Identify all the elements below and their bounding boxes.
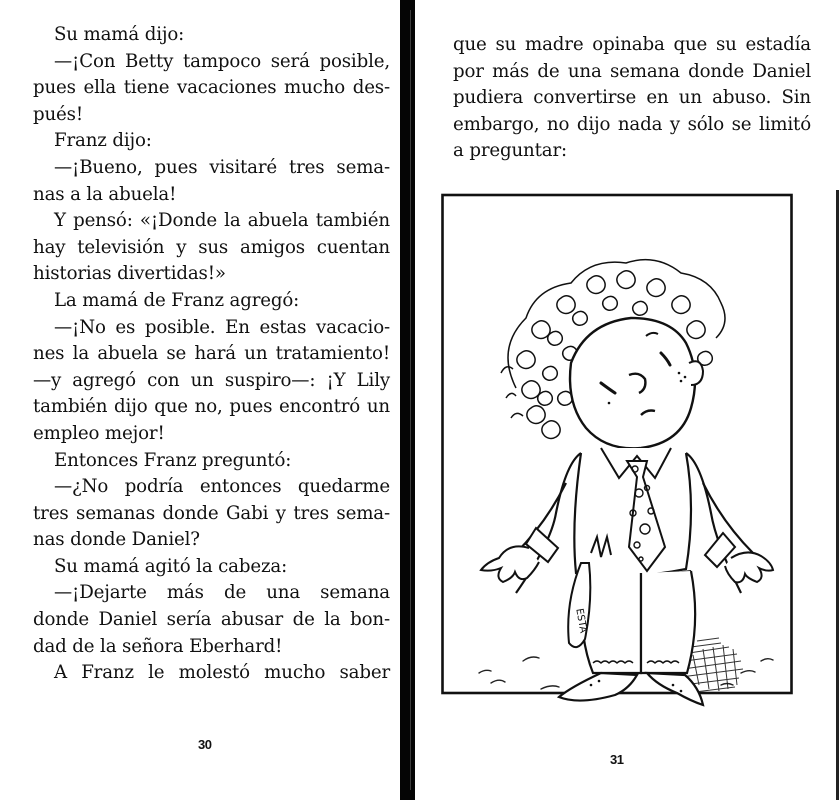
page-number-left: 30 bbox=[198, 737, 212, 752]
text-line: que su madre opinaba que su estadía bbox=[453, 34, 811, 55]
text-line: —y agregó con un suspiro—: ¡Y Lily bbox=[33, 369, 390, 391]
text-line: Su mamá agitó la cabeza: bbox=[54, 555, 288, 577]
text-line: La mamá de Franz agregó: bbox=[54, 289, 300, 311]
left-page bbox=[0, 0, 400, 800]
text-line: —¡Bueno, pues visitaré tres sema- bbox=[54, 156, 390, 178]
svg-text:ESTA: ESTA bbox=[573, 607, 589, 635]
text-line: donde Daniel sería abusar de la bon- bbox=[33, 609, 390, 631]
text-line: —¡Con Betty tampoco será posible, bbox=[54, 50, 390, 72]
text-line: historias divertidas!» bbox=[33, 263, 226, 285]
right-page-text bbox=[453, 32, 811, 165]
text-line: empleo mejor! bbox=[33, 422, 165, 444]
gutter-streak bbox=[410, 10, 411, 790]
text-line: —¿No podría entonces quedarme bbox=[54, 476, 390, 498]
text-line: nas a la abuela! bbox=[33, 183, 177, 205]
text-line: Entonces Franz preguntó: bbox=[54, 449, 292, 471]
text-line: también dijo que no, pues encontró un bbox=[33, 396, 390, 418]
text-line: Su mamá dijo: bbox=[54, 24, 185, 45]
book-gutter bbox=[400, 0, 415, 800]
text-line: hay televisión y sus amigos cuentan bbox=[33, 236, 390, 258]
text-line: Franz dijo: bbox=[54, 130, 152, 152]
left-page-text bbox=[33, 22, 390, 687]
text-line: —¡Dejarte más de una semana bbox=[54, 582, 390, 604]
text-line: pues ella tiene vacaciones mucho des- bbox=[33, 77, 390, 99]
text-line: nes la abuela se hará un tratamiento! bbox=[33, 343, 390, 365]
right-page bbox=[415, 0, 839, 800]
text-line: —¡No es posible. En estas vacacio- bbox=[54, 316, 390, 338]
text-line: dad de la señora Eberhard! bbox=[33, 635, 283, 657]
text-line: a preguntar: bbox=[453, 140, 567, 162]
text-line: embargo, no dijo nada y sólo se limitó bbox=[453, 113, 811, 135]
boy-drawing-icon bbox=[441, 193, 793, 699]
page-number-right: 31 bbox=[610, 752, 624, 767]
text-line: Y pensó: «¡Donde la abuela también bbox=[54, 210, 390, 232]
text-line: pudiera convertirse en un abuso. Sin bbox=[453, 87, 811, 109]
text-line: A Franz le molestó mucho saber bbox=[54, 662, 390, 684]
text-line: tres semanas donde Gabi y tres sema- bbox=[33, 502, 390, 524]
text-line: por más de una semana donde Daniel bbox=[453, 60, 811, 82]
text-line: nas donde Daniel? bbox=[33, 529, 200, 551]
boy-illustration bbox=[441, 193, 793, 699]
text-line: pués! bbox=[33, 103, 84, 125]
